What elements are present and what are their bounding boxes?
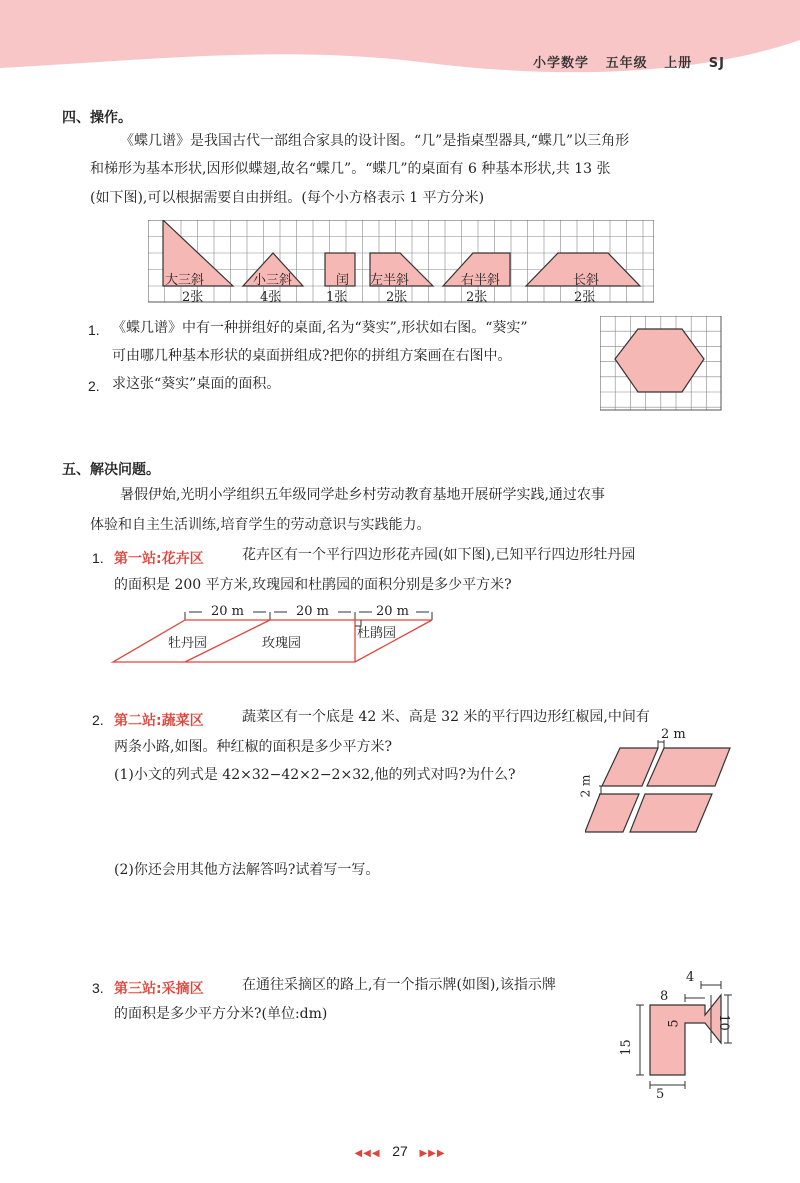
s5-q2-line1: 蔬菜区有一个底是 42 米、高是 32 米的平行四边形红椒园,中间有 — [242, 709, 650, 725]
shape-label-1: 大三斜 — [165, 273, 205, 288]
shape-count-2: 4张 — [260, 290, 282, 305]
garden-label-peony: 牡丹园 — [168, 636, 208, 651]
s5-q3-line1: 在通往采摘区的路上,有一个指示牌(如图),该指示牌 — [242, 977, 556, 993]
shape-label-2: 小三斜 — [253, 273, 293, 288]
shape-label-6: 长斜 — [573, 273, 600, 288]
section5-title: 五、解决问题。 — [62, 462, 160, 478]
section4-intro-2: 和梯形为基本形状,因形似蝶翅,故名“蝶几”。“蝶几”的桌面有 6 种基本形状,共 13 张 — [90, 161, 611, 177]
sign-dim-10: 10 — [715, 1014, 731, 1031]
garden-dim-2: 20 m — [296, 604, 330, 619]
s5-q3-number: 3. — [92, 980, 104, 996]
s5-q1-line2: 的面积是 200 平方米,玫瑰园和杜鹃园的面积分别是多少平方米? — [114, 577, 512, 593]
sign-diagram — [628, 975, 748, 1105]
s5-q3-line2: 的面积是多少平方分米?(单位:dm) — [114, 1006, 328, 1022]
pepper-field-diagram — [585, 728, 735, 838]
kuishi-grid — [600, 316, 724, 412]
section5-intro-2: 体验和自主生活训练,培育学生的劳动意识与实践能力。 — [90, 517, 431, 533]
section4-intro-1: 《蝶几谱》是我国古代一部组合家具的设计图。“几”是指桌型器具,“蝶几”以三角形 — [120, 133, 630, 149]
kuishi-shape — [615, 329, 704, 392]
s5-q2-station: 第二站:蔬菜区 — [114, 713, 204, 729]
sign-dim-5b: 5 — [656, 1087, 665, 1102]
sign-shape — [650, 995, 721, 1075]
section4-title: 四、操作。 — [62, 110, 132, 126]
s5-q3-station: 第三站:采摘区 — [114, 981, 204, 997]
s5-q1-line1: 花卉区有一个平行四边形花卉园(如下图),已知平行四边形牡丹园 — [242, 547, 636, 563]
garden-label-rose: 玫瑰园 — [262, 636, 302, 651]
sign-dim-5a: 5 — [666, 1019, 682, 1028]
volume-label: 上册 — [664, 56, 693, 71]
garden-label-azalea: 杜鹃园 — [357, 626, 397, 641]
subject-label: 小学数学 — [533, 56, 590, 71]
prev-arrows-icon: ◀◀◀ — [354, 1148, 381, 1159]
s5-q2-sub1: (1)小文的列式是 42×32−42×2−2×32,他的列式对吗?为什么? — [114, 767, 516, 783]
section5-intro-1: 暑假伊始,光明小学组织五年级同学赴乡村劳动教育基地开展研学实践,通过农事 — [120, 487, 605, 503]
s4-q2-text: 求这张“葵实”桌面的面积。 — [112, 376, 281, 392]
shape-label-5: 右半斜 — [461, 273, 501, 288]
s5-q2-sub2: (2)你还会用其他方法解答吗?试着写一写。 — [114, 862, 380, 878]
grade-label: 五年级 — [605, 56, 648, 71]
page-number: 27 — [392, 1143, 408, 1159]
s4-q2-number: 2. — [88, 378, 100, 394]
sign-dim-8: 8 — [660, 989, 669, 1004]
shape-count-6: 2张 — [574, 290, 596, 305]
edition-label: SJ — [708, 56, 725, 71]
shape-count-4: 2张 — [386, 290, 408, 305]
sign-dim-15: 15 — [618, 1039, 634, 1056]
book-info — [533, 52, 725, 71]
shape-count-3: 1张 — [326, 290, 348, 305]
pepper-dim-top: 2 m — [661, 727, 686, 742]
s4-q1-line1: 《蝶几谱》中有一种拼组好的桌面,名为“葵实”,形状如右图。“葵实” — [112, 320, 528, 336]
shape-label-3: 闰 — [336, 273, 350, 288]
garden-dim-3: 20 m — [376, 604, 410, 619]
next-arrows-icon: ▶▶▶ — [419, 1148, 446, 1159]
shape-count-1: 2张 — [182, 290, 204, 305]
s5-q2-line2: 两条小路,如图。种红椒的面积是多少平方米? — [114, 739, 392, 755]
s4-q1-number: 1. — [88, 322, 100, 338]
s5-q1-number: 1. — [92, 550, 104, 566]
shape-label-4: 左半斜 — [370, 273, 410, 288]
section4-intro-3: (如下图),可以根据需要自由拼组。(每个小方格表示 1 平方分米) — [90, 190, 485, 206]
s4-q1-line2: 可由哪几种基本形状的桌面拼组成?把你的拼组方案画在右图中。 — [112, 348, 512, 364]
s5-q1-station: 第一站:花卉区 — [114, 551, 204, 567]
s5-q2-number: 2. — [92, 712, 104, 728]
pepper-dim-side: 2 m — [578, 774, 593, 798]
sign-dim-4: 4 — [686, 970, 695, 985]
shape-count-5: 2张 — [466, 290, 488, 305]
header-band — [0, 0, 800, 85]
page-footer — [0, 1143, 800, 1159]
garden-dim-1: 20 m — [211, 604, 245, 619]
